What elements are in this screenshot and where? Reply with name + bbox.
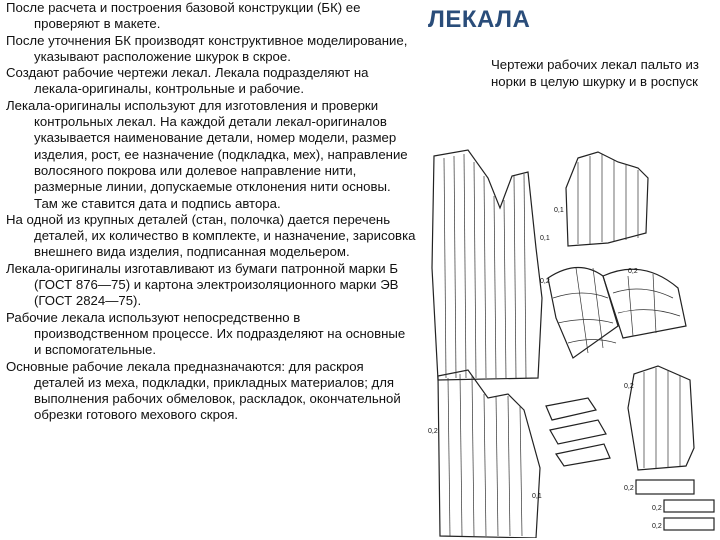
paragraph: После расчета и построения базовой конструкции (БК) ее проверяют в макете. xyxy=(6,0,361,32)
figure-caption: Чертежи рабочих лекал пальто из норки в целую шкурку и в роспуск xyxy=(491,57,699,89)
paragraph: Основные рабочие лекала предназначаются: для раскроя деталей из меха, подкладки, прикладных материалов; для выполнения рабочих обмеловок, раскладок, окончательной обрезки готового мехового скроя. xyxy=(6,358,401,423)
paragraph: Лекала-оригиналы изготавливают из бумаги патронной марки Б (ГОСТ 876—75) и картона электроизоляционного марки ЭВ (ГОСТ 2824—75). xyxy=(6,260,399,309)
dim-label: 0,2 xyxy=(628,268,638,275)
dim-label: 0,2 xyxy=(652,505,662,512)
panel-front xyxy=(438,370,540,538)
panel-side xyxy=(628,366,694,470)
pattern-drawing-svg xyxy=(428,148,716,538)
dim-label: 0,2 xyxy=(540,278,550,285)
text-column xyxy=(6,0,416,424)
piece-c xyxy=(664,518,714,530)
strip-3 xyxy=(556,444,610,466)
pattern-drawing xyxy=(428,148,716,538)
page-title: ЛЕКАЛА xyxy=(428,6,531,33)
dim-label: 0,2 xyxy=(624,383,634,390)
piece-a xyxy=(636,480,694,494)
dim-label: 0,2 xyxy=(624,485,634,492)
panel-fan-left xyxy=(548,267,618,358)
piece-b xyxy=(664,500,714,512)
paragraph: На одной из крупных деталей (стан, полочка) дается перечень деталей, их количество в комплекте, и назначение, зарисовка внешнего вида изделия, подписанная модельером. xyxy=(6,211,416,260)
strip-1 xyxy=(546,398,596,420)
paragraph: Рабочие лекала используют непосредственно в производственном процессе. Их подразделяют на основные и вспомогательные. xyxy=(6,309,406,358)
paragraph: Лекала-оригиналы используют для изготовления и проверки контрольных лекал. На каждой детали лекал-оригиналов указывается наименование детали, номер модели, размер изделия, рост, ее назначение (подкладка, мех), направление волосяного покрова или долевое направление нити, размерные линии, допускаемые отклонения нити основы. Там же ставится дата и подпись автора. xyxy=(6,97,408,211)
paragraph: Создают рабочие чертежи лекал. Лекала подразделяют на лекала-оригиналы, контрольные и рабочие. xyxy=(6,65,369,97)
dim-label: 0,1 xyxy=(532,493,542,500)
strip-2 xyxy=(550,420,606,444)
dim-label: 0,1 xyxy=(554,207,564,214)
dim-label: 0,2 xyxy=(652,523,662,530)
dim-label: 0,2 xyxy=(428,428,438,435)
paragraph: После уточнения БК производят конструктивное моделирование, указывают расположение шкурок в скрое. xyxy=(6,32,408,64)
dim-label: 0,1 xyxy=(540,235,550,242)
